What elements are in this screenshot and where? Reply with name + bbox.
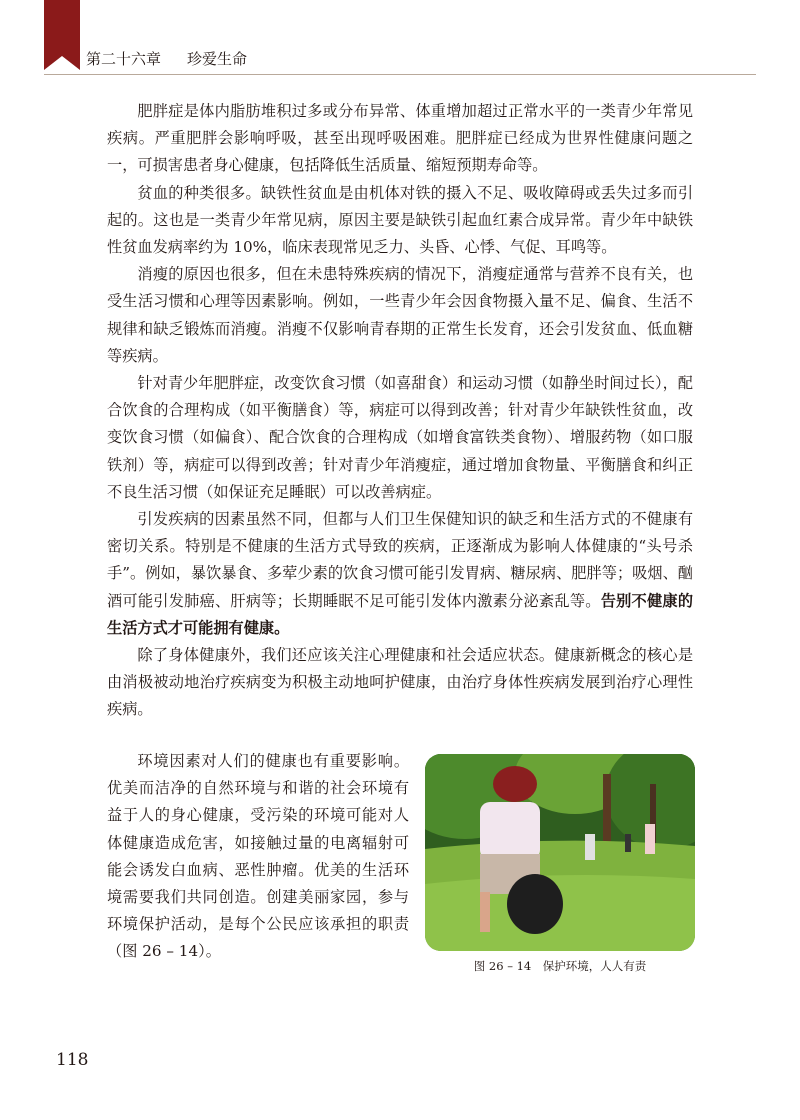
cleanup-photo-image (425, 754, 695, 951)
lifestyle-text: 引发疾病的因素虽然不同，但都与人们卫生保健知识的缺乏和生活方式的不健康有密切关系。特别是不健康的生活方式导致的疾病，正逐渐成为影响人体健康的“头号杀手”。例如，暴饮暴食、多荤少素的饮食习惯可能引发胃病、糖尿病、肥胖等；吸烟、酗酒可能引发肺癌、肝病等；长期睡眠不足可能引发体内激素分泌紊乱等。 (107, 510, 693, 610)
body-text (107, 98, 693, 724)
paragraph-remedies: 针对青少年肥胖症，改变饮食习惯（如喜甜食）和运动习惯（如静坐时间过长），配合饮食的合理构成（如平衡膳食）等，病症可以得到改善；针对青少年缺铁性贫血，改变饮食习惯（如偏食）、配合饮食的合理构成（如增食富铁类食物）、增服药物（如口服铁剂）等，病症可以得到改善；针对青少年消瘦症，通过增加食物量、平衡膳食和纠正不良生活习惯（如保证充足睡眠）可以改善病症。 (107, 374, 693, 501)
header-divider (44, 74, 756, 75)
chapter-number: 第二十六章 (86, 50, 162, 68)
environment-text (107, 748, 409, 966)
chapter-bookmark-icon (44, 0, 80, 70)
chapter-title: 珍爱生命 (187, 50, 248, 68)
paragraph-obesity: 肥胖症是体内脂肪堆积过多或分布异常、体重增加超过正常水平的一类青少年常见疾病。严重肥胖会影响呼吸，甚至出现呼吸困难。肥胖症已经成为世界性健康问题之一，可损害患者身心健康，包括降低生活质量、缩短预期寿命等。 (107, 102, 693, 175)
figure-photo (425, 754, 695, 951)
paragraph-environment: 环境因素对人们的健康也有重要影响。优美而洁净的自然环境与和谐的社会环境有益于人的身心健康，受污染的环境可能对人体健康造成危害，如接触过量的电离辐射可能会诱发白血病、恶性肿瘤。优美的生活环境需要我们共同创造。创建美丽家园，参与环境保护活动，是每个公民应该承担的职责（图 26 – 14）。 (107, 752, 409, 961)
paragraph-mental-health: 除了身体健康外，我们还应该关注心理健康和社会适应状态。健康新概念的核心是由消极被动地治疗疾病变为积极主动地呵护健康，由治疗身体性疾病发展到治疗心理性疾病。 (107, 646, 693, 719)
paragraph-anemia: 贫血的种类很多。缺铁性贫血是由机体对铁的摄入不足、吸收障碍或丢失过多而引起的。这也是一类青少年常见病，原因主要是缺铁引起血红素合成异常。青少年中缺铁性贫血发病率约为 10%，临床表现常见乏力、头昏、心悸、气促、耳鸣等。 (107, 183, 693, 257)
page-number: 118 (56, 1050, 89, 1070)
lifestyle-emphasis: 告别不健康的生活方式才可能拥有健康。 (107, 591, 694, 637)
paragraph-lifestyle (107, 506, 693, 642)
paragraph-emaciation: 消瘦的原因也很多，但在未患特殊疾病的情况下，消瘦症通常与营养不良有关，也受生活习惯和心理等因素影响。例如，一些青少年会因食物摄入量不足、偏食、生活不规律和缺乏锻炼而消瘦。消瘦不仅影响青春期的正常生长发育，还会引发贫血、低血糖等疾病。 (107, 265, 693, 365)
chapter-header (86, 48, 247, 69)
figure-caption: 图 26 – 14 保护环境，人人有责 (473, 959, 647, 973)
